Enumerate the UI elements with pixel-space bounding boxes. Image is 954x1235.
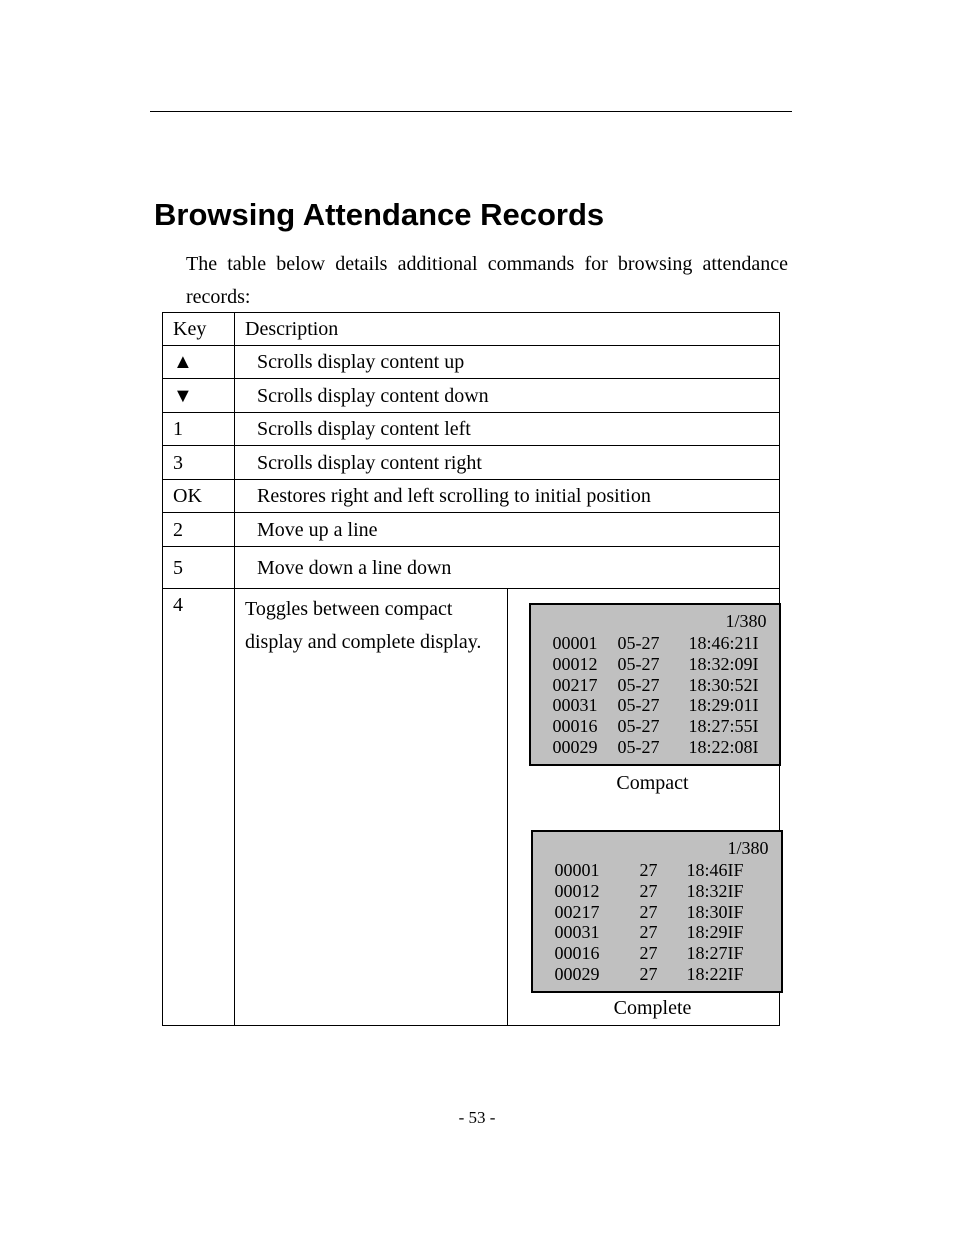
table-row <box>163 446 780 480</box>
record-time: 18:32IF <box>686 880 744 901</box>
record-date: 27 <box>639 922 658 943</box>
record-id: 00012 <box>554 880 600 901</box>
compact-caption: Compact <box>616 772 689 794</box>
record-date: 27 <box>639 901 658 922</box>
list-item <box>553 654 773 675</box>
record-date: 05-27 <box>617 633 660 653</box>
intro-paragraph: The table below details additional commands for browsing attendance records: <box>186 253 788 308</box>
key-cell: 3 <box>163 446 235 480</box>
table-row <box>163 413 780 446</box>
record-id: 00029 <box>552 736 598 757</box>
list-item <box>555 964 775 985</box>
header-rule <box>150 111 792 112</box>
description-cell: Restores right and left scrolling to initial position <box>235 480 780 513</box>
key-cell: ▼ <box>163 379 235 413</box>
record-id: 00217 <box>552 674 598 695</box>
table-row <box>163 346 780 379</box>
page-title: Browsing Attendance Records <box>154 197 605 232</box>
header-key: Key <box>163 313 235 346</box>
display-examples-cell <box>507 589 780 1026</box>
compact-record-list <box>553 633 773 758</box>
description-cell: Scrolls display content left <box>235 413 780 446</box>
toggle-description: Toggles between compact display and complete display. <box>245 598 482 653</box>
list-item <box>553 633 773 654</box>
record-id: 00016 <box>552 716 598 737</box>
record-time: 18:29IF <box>686 922 744 943</box>
header-description: Description <box>235 313 780 346</box>
toggle-description-cell <box>235 589 508 1026</box>
list-item <box>553 716 773 737</box>
toggle-row <box>163 589 780 1026</box>
description-cell: Move up a line <box>235 513 780 547</box>
record-time: 18:46:21I <box>688 633 759 653</box>
record-time: 18:22IF <box>686 963 744 984</box>
record-date: 27 <box>639 880 658 901</box>
key-cell: ▲ <box>163 346 235 379</box>
list-item <box>555 860 775 881</box>
record-date: 27 <box>639 963 658 984</box>
record-id: 00029 <box>554 963 600 984</box>
record-id: 00001 <box>552 633 598 653</box>
list-item <box>553 737 773 758</box>
list-item <box>555 902 775 923</box>
record-counter: 1/380 <box>727 838 769 858</box>
key-cell: OK <box>163 480 235 513</box>
record-time: 18:27IF <box>686 943 744 964</box>
record-time: 18:32:09I <box>688 653 759 674</box>
record-date: 05-27 <box>617 653 660 674</box>
record-time: 18:30:52I <box>688 674 759 695</box>
compact-display-screen <box>529 603 781 766</box>
list-item <box>553 675 773 696</box>
table-header-row <box>163 313 780 346</box>
complete-caption: Complete <box>613 997 692 1019</box>
key-cell: 2 <box>163 513 235 547</box>
table-row <box>163 513 780 547</box>
description-cell: Move down a line down <box>235 547 780 589</box>
table-row <box>163 547 780 589</box>
description-cell: Scrolls display content right <box>235 446 780 480</box>
record-id: 00012 <box>552 653 598 674</box>
list-item <box>555 943 775 964</box>
complete-display-screen <box>531 830 783 993</box>
record-counter: 1/380 <box>725 611 767 631</box>
record-id: 00217 <box>554 901 600 922</box>
list-item <box>555 922 775 943</box>
key-cell: 4 <box>163 589 235 1026</box>
record-id: 00001 <box>554 860 600 880</box>
key-cell: 1 <box>163 413 235 446</box>
record-time: 18:22:08I <box>688 736 759 757</box>
record-time: 18:46IF <box>686 860 744 880</box>
record-id: 00031 <box>552 695 598 716</box>
description-cell: Scrolls display content up <box>235 346 780 379</box>
record-date: 05-27 <box>617 674 660 695</box>
complete-record-list <box>555 860 775 985</box>
commands-table <box>162 312 780 1026</box>
page-number: - 53 - <box>458 1108 496 1127</box>
table-row <box>163 480 780 513</box>
description-cell: Scrolls display content down <box>235 379 780 413</box>
record-id: 00016 <box>554 943 600 964</box>
record-date: 05-27 <box>617 695 660 716</box>
record-date: 27 <box>639 860 658 880</box>
record-time: 18:30IF <box>686 901 744 922</box>
key-cell: 5 <box>163 547 235 589</box>
list-item <box>555 881 775 902</box>
table-row <box>163 379 780 413</box>
record-date: 05-27 <box>617 716 660 737</box>
record-id: 00031 <box>554 922 600 943</box>
record-date: 27 <box>639 943 658 964</box>
list-item <box>553 695 773 716</box>
record-date: 05-27 <box>617 736 660 757</box>
record-time: 18:29:01I <box>688 695 759 716</box>
record-time: 18:27:55I <box>688 716 759 737</box>
